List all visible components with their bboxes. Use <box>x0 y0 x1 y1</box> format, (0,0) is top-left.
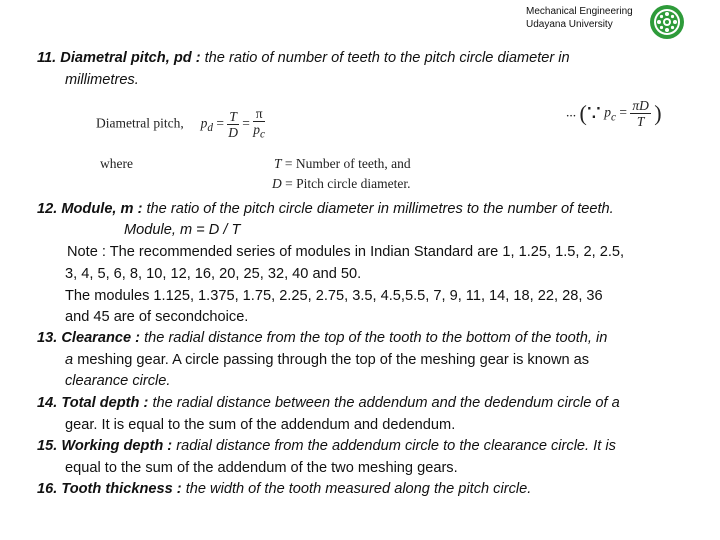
formula-eq: = <box>216 115 224 131</box>
module-note-line1: Note : The recommended series of modules in Indian Standard are 1, 1.25, 1.5, 2, 2.5, <box>67 244 625 260</box>
formula-eq3: = <box>619 104 627 120</box>
term-definition-cont: meshing gear. A circle passing through the top of the meshing gear is known as <box>77 351 590 368</box>
formula-where-t <box>274 156 411 172</box>
formula-pc2: p <box>604 104 611 120</box>
frac-numerator: π <box>253 106 265 122</box>
definition-diametral-pitch <box>37 48 705 91</box>
term-title: Module, m : <box>61 201 143 217</box>
term-title: Tooth thickness : <box>61 481 182 497</box>
formula-main <box>96 106 265 143</box>
frac-numerator: πD <box>632 98 649 113</box>
term-definition-cont2: clearance circle. <box>65 373 171 389</box>
where-t-desc: = Number of teeth, and <box>284 156 411 171</box>
frac-pc-sub: c <box>259 128 265 141</box>
term-definition: the width of the tooth measured along the pitch circle. <box>185 481 532 497</box>
formula-pc2-sub: c <box>610 111 616 124</box>
item-number: 15. <box>37 438 58 454</box>
definition-working-depth <box>37 436 705 479</box>
term-title: Total depth : <box>61 395 149 411</box>
header-department: Mechanical Engineering <box>526 6 633 17</box>
formula-pd: p <box>200 115 208 131</box>
item-number: 14. <box>37 395 58 411</box>
fraction-pid-over-t <box>630 98 651 129</box>
udayana-university-seal-icon <box>649 4 685 40</box>
term-title: Diametral pitch, pd : <box>60 50 201 66</box>
frac-denominator: T <box>636 114 645 129</box>
where-d-desc: = Pitch circle diameter. <box>285 176 411 191</box>
term-definition-cont: gear. It is equal to the sum of the addendum and dedendum. <box>65 416 456 433</box>
term-title: Clearance : <box>61 330 141 346</box>
module-note-line2: 3, 4, 5, 6, 8, 10, 12, 16, 20, 25, 32, 40 and 50. <box>65 266 362 282</box>
frac-pc: p <box>253 122 260 137</box>
frac-denominator: D <box>228 124 238 140</box>
definition-module <box>37 199 705 221</box>
term-title: Working depth : <box>61 438 173 454</box>
item-number: 13. <box>37 330 58 346</box>
header-affiliation <box>526 5 633 31</box>
fraction-t-over-d <box>227 109 239 140</box>
formula-close-paren: ) <box>654 100 662 126</box>
term-definition-cont: millimetres. <box>65 71 139 88</box>
frac-numerator: T <box>229 108 237 124</box>
where-d-symbol: D <box>272 176 282 191</box>
item-number: 16. <box>37 481 58 497</box>
formula-eq2: = <box>242 115 250 131</box>
formula-where-d <box>272 176 410 192</box>
formula-where-label: where <box>100 156 133 171</box>
module-note-line3: The modules 1.125, 1.375, 1.75, 2.25, 2.75, 3.5, 4.5,5.5, 7, 9, 11, 14, 18, 22, 28, 36 <box>65 288 603 304</box>
term-definition: the ratio of the pitch circle diameter in millimetres to the number of teeth. <box>146 201 614 217</box>
term-definition: the radial distance from the top of the tooth to the bottom of the tooth, in <box>144 330 608 346</box>
where-t-symbol: T <box>274 156 282 171</box>
term-definition-a: a <box>65 351 74 368</box>
header-university: Udayana University <box>526 19 613 30</box>
item-number: 12. <box>37 201 58 217</box>
diametral-pitch-formula <box>96 92 676 192</box>
formula-because-paren: (∵ <box>579 100 601 126</box>
module-equation: Module, m = D / T <box>124 222 241 238</box>
term-definition: the ratio of number of teeth to the pitch circle diameter in <box>204 50 570 66</box>
item-number: 11. <box>37 50 57 66</box>
formula-dots: ... <box>566 104 577 120</box>
term-definition: radial distance from the addendum circle to the clearance circle. It is <box>176 438 616 454</box>
term-definition-cont: equal to the sum of the addendum of the two meshing gears. <box>65 459 458 476</box>
formula-because <box>566 98 662 129</box>
formula-label: Diametral pitch, <box>96 115 184 131</box>
term-definition: the radial distance between the addendum and the dedendum circle of a <box>152 395 620 411</box>
fraction-pi-over-pc <box>253 106 265 143</box>
definition-tooth-thickness <box>37 479 705 501</box>
formula-pd-sub: d <box>207 122 213 135</box>
definition-clearance <box>37 328 705 393</box>
definition-total-depth <box>37 393 705 436</box>
module-note-line4: and 45 are of secondchoice. <box>65 309 249 325</box>
